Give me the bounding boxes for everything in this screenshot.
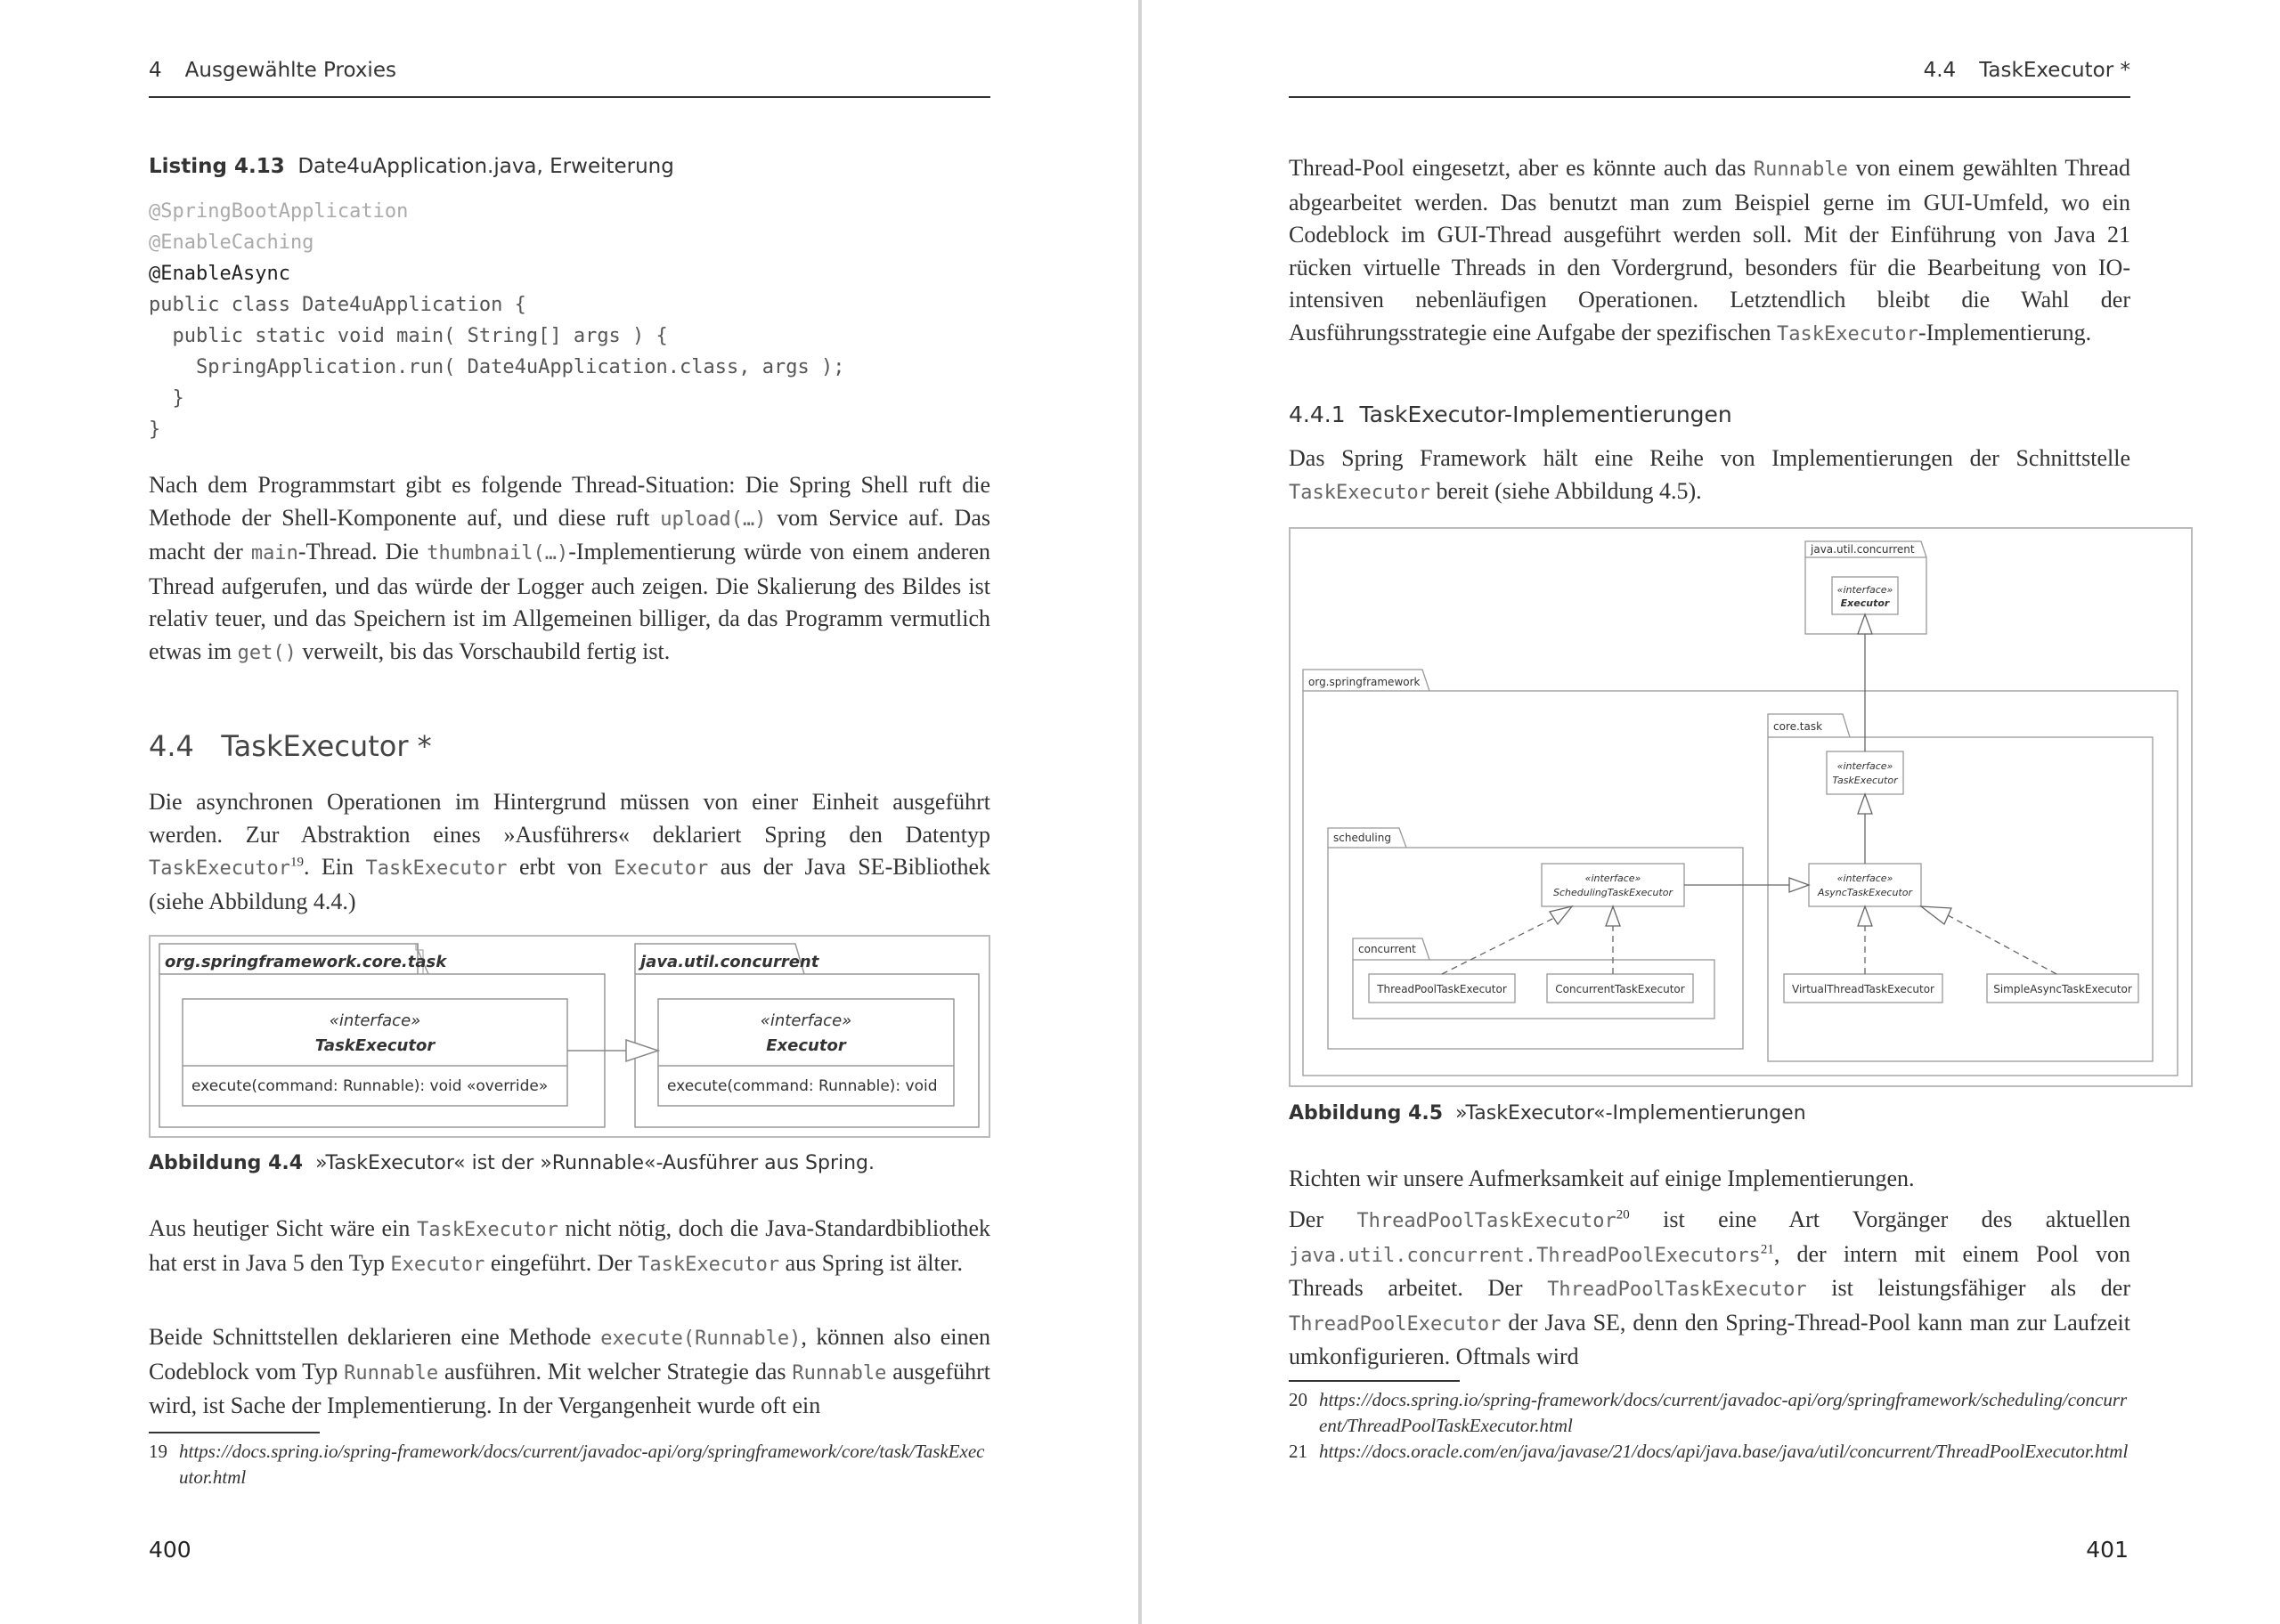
class-name: ConcurrentTaskExecutor [1555, 983, 1685, 995]
text-run: erbt von [507, 854, 615, 880]
text-run: -Implementierung würde von einem anderen Thread aufgerufen, und das würde der Logger auch zeigen. Die Skalierung des Bildes ist relativ teuer, und das Speichern ist im Allgemeinen billiger, da das Programm vermutlich etwas im [149, 539, 990, 664]
paragraph [149, 786, 990, 918]
inline-code: execute(Runnable) [600, 1328, 802, 1350]
text-run: . Ein [303, 854, 366, 880]
figure-caption [149, 1152, 875, 1174]
text-run: , können also einen Codeblock vom Typ [149, 1324, 990, 1384]
package-label: java.util.concurrent [640, 953, 819, 971]
chapter-title: Ausgewählte Proxies [184, 59, 396, 82]
listing-caption [149, 155, 990, 178]
inline-code: Executor [390, 1253, 485, 1276]
footnote-rule [149, 1432, 320, 1433]
listing-label: Listing 4.13 [149, 155, 285, 178]
paragraph [149, 469, 990, 670]
class-name: ThreadPoolTaskExecutor [1377, 983, 1507, 995]
code-line: @EnableCaching [149, 231, 314, 254]
inline-code: Runnable [792, 1361, 887, 1384]
text-run: vom Service auf. Das macht der [149, 504, 990, 564]
inline-code: java.util.concurrent.ThreadPoolExecutors [1289, 1244, 1761, 1267]
code-listing [149, 196, 844, 445]
text-run: ausgeführt wird, ist Sache der Implementierung. In der Vergangenheit wurde oft ein [149, 1358, 990, 1418]
right-page [1142, 0, 2280, 1624]
class-name: Executor [766, 1036, 846, 1055]
text-run: Nach dem Programmstart gibt es folgende Thread-Situation: Die Spring Shell ruft die Methode der Shell-Komponente auf, und diese ruft [149, 472, 990, 531]
package-label: core.task [1773, 720, 1823, 733]
inline-code: Executor [614, 857, 709, 880]
footnote-link[interactable]: https://docs.spring.io/spring-framework/docs/current/javadoc-api/org/springframework/core/task/TaskExecutor.html [179, 1441, 985, 1488]
class-box [1542, 864, 1684, 906]
footnote [1289, 1439, 2130, 1465]
listing-title: Date4uApplication.java, Erweiterung [297, 155, 674, 178]
figure-caption [1289, 1102, 1806, 1125]
inline-code: Runnable [1753, 158, 1848, 181]
stereotype-label: «interface» [1836, 760, 1893, 772]
inline-code: TaskExecutor [1776, 322, 1918, 345]
footnotes [1289, 1387, 2130, 1465]
page-number: 401 [2086, 1537, 2129, 1563]
text-run: Die asynchronen Operationen im Hintergrund müssen von einer Einheit ausgeführt werden. Zur Abstraktion eines »Ausführers« deklariert Spring den Datentyp [149, 789, 990, 848]
code-line: public class Date4uApplication { [149, 294, 526, 316]
text-run: der Java SE, denn den Spring-Thread-Pool kann man zur Laufzeit umkonfigurieren. Oftmals wird [1289, 1309, 2130, 1369]
class-name: TaskExecutor [1832, 775, 1898, 786]
footnote [149, 1439, 990, 1490]
footnote-number: 19 [149, 1441, 167, 1462]
chapter-number: 4 [149, 59, 162, 82]
subsection-number: 4.4.1 [1289, 402, 1346, 427]
text-run: Aus heutiger Sicht wäre ein [149, 1215, 417, 1241]
stereotype-label: «interface» [1836, 584, 1893, 596]
figure-caption-text: »TaskExecutor«-Implementierungen [1455, 1102, 1806, 1125]
section-title: TaskExecutor * [1979, 59, 2130, 82]
uml-diagram-4-4 [149, 935, 990, 1138]
paragraph [149, 1213, 990, 1281]
class-name: SimpleAsyncTaskExecutor [1993, 983, 2132, 995]
footnote-ref: 21 [1760, 1241, 1774, 1256]
footnote-ref: 20 [1616, 1207, 1630, 1222]
text-run: Das Spring Framework hält eine Reihe von Implementierungen der Schnittstelle [1289, 445, 2130, 471]
package-label: concurrent [1358, 943, 1416, 955]
text-run: aus Spring ist älter. [779, 1249, 963, 1276]
inline-code: TaskExecutor [1289, 481, 1430, 504]
inline-code: ThreadPoolExecutor [1289, 1312, 1502, 1336]
footnote-number: 20 [1289, 1389, 1307, 1410]
package-label: org.springframework [1308, 676, 1421, 688]
footnote-number: 21 [1289, 1441, 1307, 1462]
class-name: VirtualThreadTaskExecutor [1792, 983, 1934, 995]
code-line: } [149, 387, 184, 410]
footnote-link[interactable]: https://docs.spring.io/spring-framework/docs/current/javadoc-api/org/springframework/scheduling/concurrent/ThreadPoolTaskExecutor.html [1319, 1389, 2128, 1436]
footnote-ref: 19 [289, 855, 304, 870]
subsection-heading [1289, 402, 1732, 427]
package-label: java.util.concurrent [1811, 543, 1915, 556]
footnote [1289, 1387, 2130, 1439]
text-run: -Thread. Die [297, 539, 428, 564]
inline-code: main [250, 542, 298, 564]
package-label: org.springframework.core.task [165, 953, 447, 971]
uml-diagram-4-5 [1289, 527, 2193, 1088]
figure-caption-text: »TaskExecutor« ist der »Runnable«-Ausführer aus Spring. [315, 1152, 875, 1174]
inline-code: get() [237, 641, 297, 664]
code-line: @EnableAsync [149, 263, 290, 285]
stereotype-label: «interface» [1584, 873, 1641, 884]
text-run: ausführen. Mit welcher Strategie das [438, 1358, 793, 1384]
inline-code: upload(…) [660, 508, 767, 531]
paragraph [149, 1321, 990, 1423]
text-run: Thread-Pool eingesetzt, aber es könnte auch das [1289, 155, 1754, 181]
class-name: TaskExecutor [314, 1036, 436, 1055]
method-label: execute(command: Runnable): void «override» [191, 1077, 549, 1095]
inline-code: Runnable [344, 1361, 439, 1384]
section-title: TaskExecutor * [221, 729, 432, 763]
section-number: 4.4 [149, 729, 194, 763]
figure-label: Abbildung 4.5 [1289, 1102, 1444, 1125]
code-line: @SpringBootApplication [149, 200, 409, 223]
text-run: Der [1289, 1206, 1357, 1232]
text-run: -Implementierung. [1918, 319, 2092, 345]
stereotype-label: «interface» [1836, 873, 1893, 884]
inline-code: TaskExecutor [638, 1253, 780, 1276]
left-page [0, 0, 1138, 1624]
inline-code: ThreadPoolTaskExecutor [1356, 1210, 1616, 1232]
inline-code: thumbnail(…) [427, 542, 569, 564]
class-name: SchedulingTaskExecutor [1552, 887, 1673, 898]
paragraph: Richten wir unsere Aufmerksamkeit auf einige Implementierungen. [1289, 1165, 1915, 1191]
stereotype-label: «interface» [329, 1011, 421, 1030]
page-number: 400 [149, 1537, 191, 1563]
method-label: execute(command: Runnable): void [667, 1077, 938, 1095]
inline-code: TaskExecutor [365, 857, 508, 880]
package-label: scheduling [1333, 832, 1391, 844]
paragraph [1289, 152, 2130, 351]
inline-code: TaskExecutor [149, 857, 290, 880]
footnote-rule [1289, 1380, 1460, 1382]
text-run: eingeführt. Der [484, 1249, 639, 1276]
section-heading [149, 729, 432, 763]
inline-code: ThreadPoolTaskExecutor [1547, 1279, 1807, 1301]
text-run: aus der Java SE-Bibliothek (siehe Abbildung 4.4.) [149, 854, 991, 914]
code-line: } [149, 418, 161, 441]
class-name: Executor [1840, 597, 1890, 609]
stereotype-label: «interface» [760, 1011, 852, 1030]
text-run: verweilt, bis das Vorschaubild fertig ist. [296, 637, 671, 664]
paragraph [1289, 1204, 2130, 1374]
running-header [149, 59, 990, 98]
figure-label: Abbildung 4.4 [149, 1152, 304, 1174]
footnote-link[interactable]: https://docs.oracle.com/en/java/javase/21/docs/api/java.base/java/util/concurrent/ThreadPoolExecutor.html [1319, 1441, 2129, 1462]
inline-code: TaskExecutor [416, 1219, 558, 1241]
text-run: , der intern mit einem Pool von Threads arbeitet. Der [1289, 1240, 2130, 1301]
subsection-title: TaskExecutor-Implementierungen [1359, 402, 1732, 427]
paragraph [1289, 443, 2130, 509]
text-run: nicht nötig, doch die Java-Standardbibliothek hat erst in Java 5 den Typ [149, 1215, 990, 1276]
class-box [1827, 751, 1903, 794]
code-line: public static void main( String[] args ) { [149, 325, 668, 347]
class-box [1809, 864, 1921, 906]
text-run: ist leistungsfähiger als der [1806, 1275, 2130, 1301]
section-number: 4.4 [1923, 59, 1957, 82]
code-line: SpringApplication.run( Date4uApplication.class, args ); [149, 356, 845, 378]
text-run: ist eine Art Vorgänger des aktuellen [1629, 1206, 2130, 1232]
running-header [1289, 59, 2130, 98]
text-run: von einem gewählten Thread abgearbeitet werden. Das benutzt man zum Beispiel gerne im GUI-Umfeld, wo ein Codeblock im GUI-Thread ausgeführt werden soll. Mit der Einführung von Java 21 rücken virtuelle Threads in den Vordergrund, besonders für die Bearbeitung von IO-intensiven nebenläufigen Operationen. Letztendlich bleibt die Wahl der Ausführungsstrategie eine Aufgabe der spezifischen [1289, 155, 2130, 345]
text-run: bereit (siehe Abbildung 4.5). [1429, 477, 1702, 504]
class-name: AsyncTaskExecutor [1817, 887, 1913, 898]
text-run: Beide Schnittstellen deklarieren eine Methode [149, 1324, 601, 1350]
